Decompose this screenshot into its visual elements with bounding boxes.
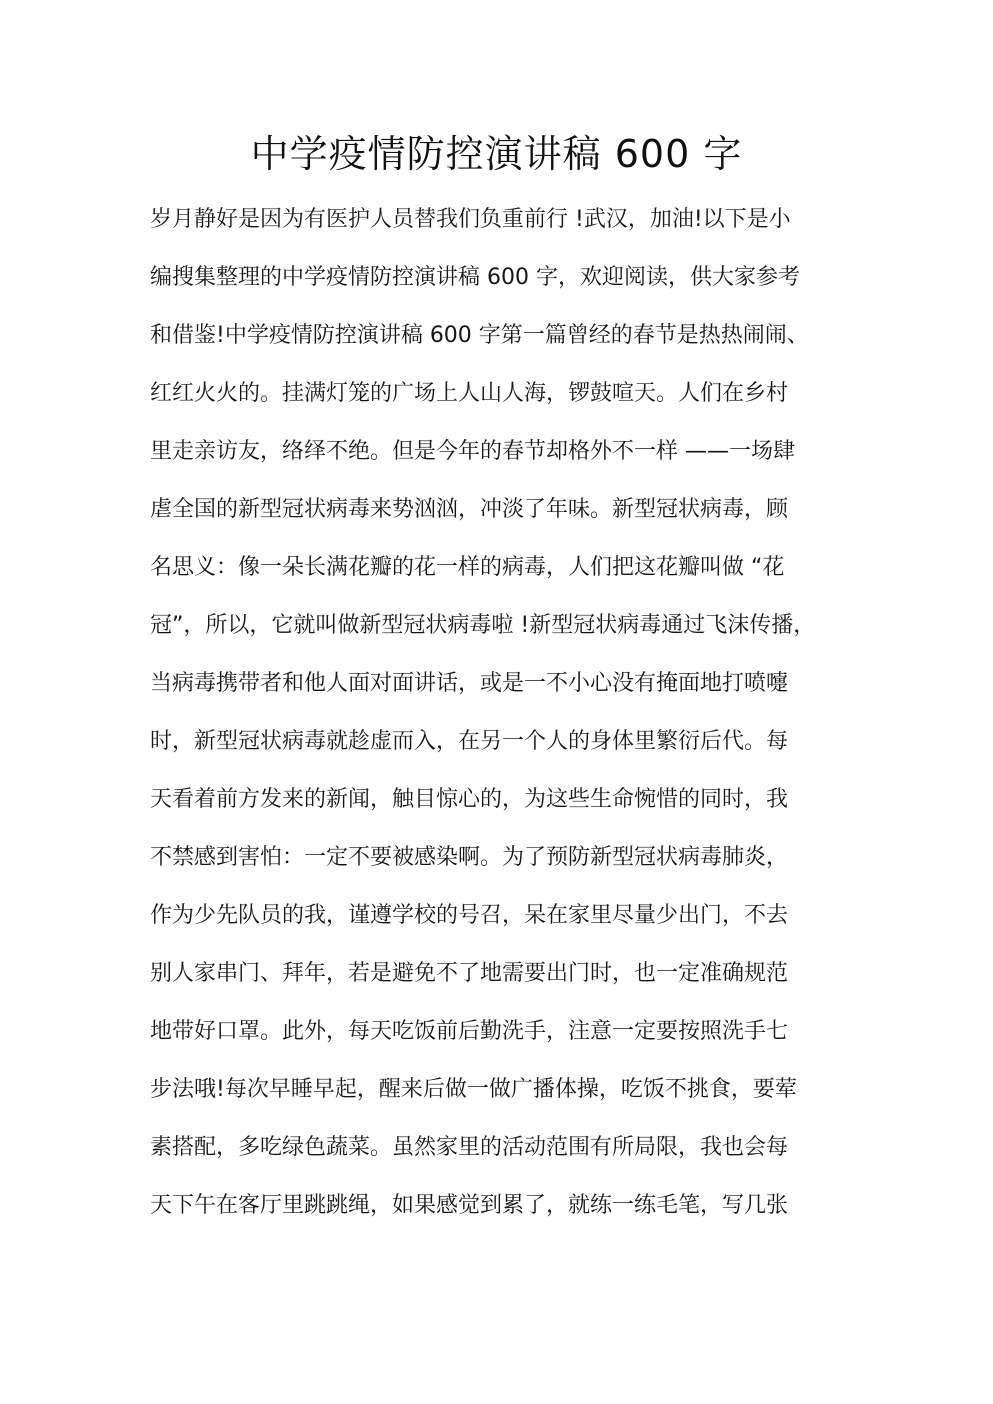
body-line: 岁月静好是因为有医护人员替我们负重前行 !武汉，加油!以下是小 <box>150 207 791 232</box>
body-line: 编搜集整理的中学疫情防控演讲稿 600 字，欢迎阅读，供大家参考 <box>150 265 800 290</box>
body-line: 步法哦!每次早睡早起，醒来后做一做广播体操，吃饭不挑食，要荤 <box>150 1077 797 1102</box>
body-line: 天看着前方发来的新闻，触目惊心的，为这些生命惋惜的同时，我 <box>150 787 789 812</box>
body-line: 和借鉴!中学疫情防控演讲稿 600 字第一篇曾经的春节是热热闹闹、 <box>150 323 809 348</box>
body-line: 虐全国的新型冠状病毒来势汹汹，冲淡了年味。新型冠状病毒，顾 <box>150 497 789 522</box>
body-line: 天下午在客厅里跳跳绳，如果感觉到累了，就练一练毛笔，写几张 <box>150 1193 789 1218</box>
body-line: 里走亲访友，络绎不绝。但是今年的春节却格外不一样 ——一场肆 <box>150 439 795 464</box>
body-line: 别人家串门、拜年，若是避免不了地需要出门时，也一定准确规范 <box>150 961 789 986</box>
body-line: 素搭配，多吃绿色蔬菜。虽然家里的活动范围有所局限，我也会每 <box>150 1135 789 1160</box>
body-line: 当病毒携带者和他人面对面讲话，或是一不小心没有掩面地打喷嚏 <box>150 671 789 696</box>
body-line: 地带好口罩。此外，每天吃饭前后勤洗手，注意一定要按照洗手七 <box>150 1019 789 1044</box>
document-title: 中学疫情防控演讲稿 600 字 <box>250 132 743 176</box>
body-line: 名思义：像一朵长满花瓣的花一样的病毒，人们把这花瓣叫做 “花 <box>150 555 785 580</box>
body-line: 红红火火的。挂满灯笼的广场上人山人海，锣鼓喧天。人们在乡村 <box>150 381 789 406</box>
body-line: 冠”，所以，它就叫做新型冠状病毒啦 !新型冠状病毒通过飞沫传播， <box>150 613 816 638</box>
document-body <box>150 198 850 1242</box>
body-line: 时，新型冠状病毒就趁虚而入，在另一个人的身体里繁衍后代。每 <box>150 729 789 754</box>
body-line: 不禁感到害怕：一定不要被感染啊。为了预防新型冠状病毒肺炎， <box>150 845 789 870</box>
body-line: 作为少先队员的我，谨遵学校的号召，呆在家里尽量少出门，不去 <box>150 903 789 928</box>
